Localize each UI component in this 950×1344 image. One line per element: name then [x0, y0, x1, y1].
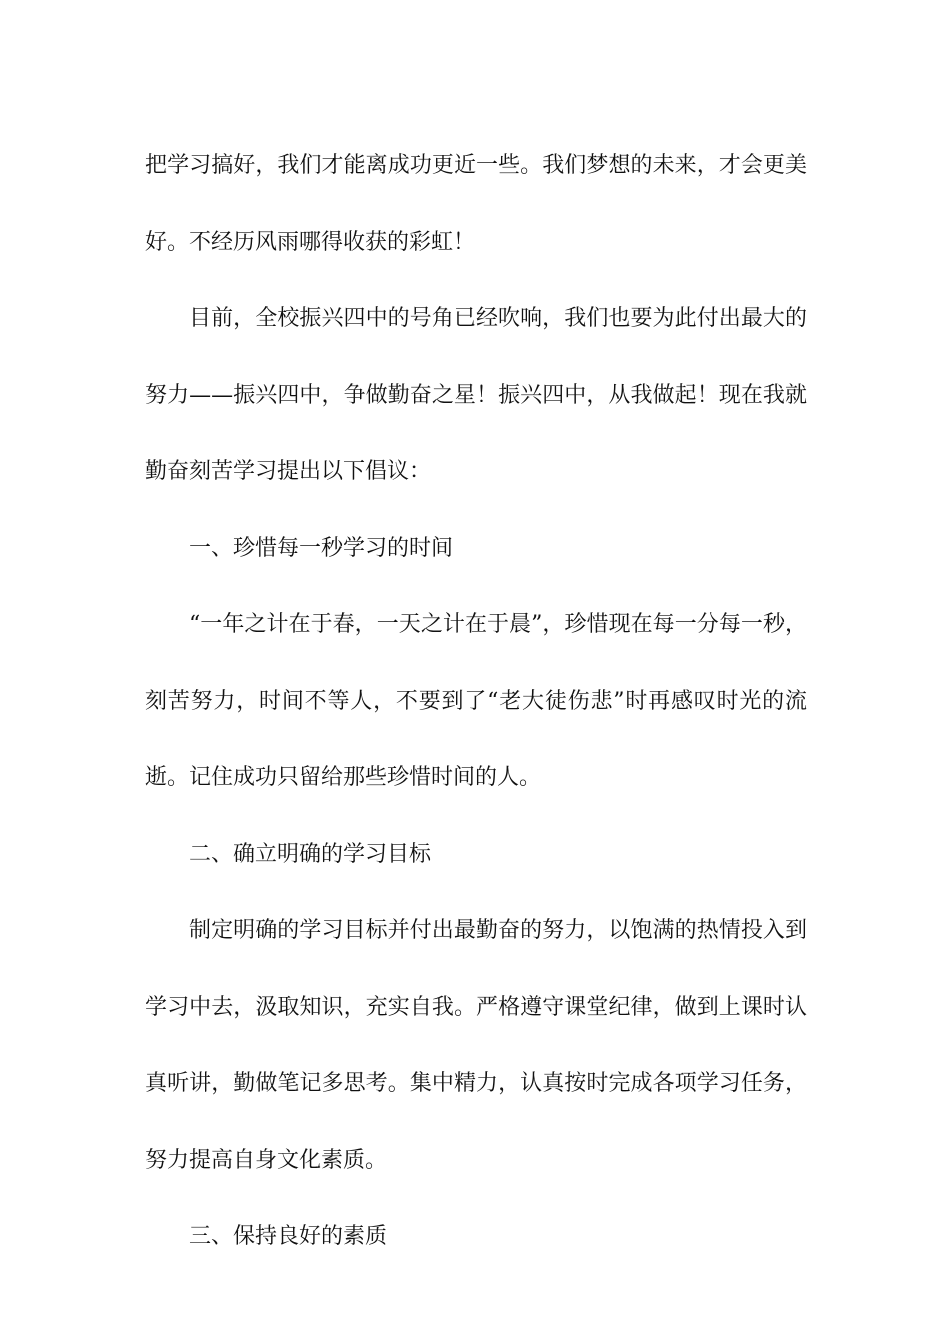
paragraph-intro: 目前，全校振兴四中的号角已经吹响，我们也要为此付出最大的努力——振兴四中，争做勤奋之星！振兴四中，从我做起！现在我就勤奋刻苦学习提出以下倡议： — [145, 306, 807, 484]
section-heading-2: 二、确立明确的学习目标 — [189, 841, 432, 867]
paragraph-section-2: 制定明确的学习目标并付出最勤奋的努力，以饱满的热情投入到学习中去，汲取知识，充实自我。严格遵守课堂纪律，做到上课时认真听讲，勤做笔记多思考。集中精力，认真按时完成各项学习任务，努力提高自身文化素质。 — [145, 918, 807, 1173]
paragraph-continuation: 把学习搞好，我们才能离成功更近一些。我们梦想的未来，才会更美好。不经历风雨哪得收获的彩虹！ — [145, 153, 807, 255]
section-heading-1: 一、珍惜每一秒学习的时间 — [189, 535, 454, 561]
section-heading-3: 三、保持良好的素质 — [189, 1224, 388, 1249]
paragraph-section-1: “一年之计在于春，一天之计在于晨”，珍惜现在每一分每一秒，刻苦努力，时间不等人，不要到了“老大徒伤悲”时再感叹时光的流逝。记住成功只留给那些珍惜时间的人。 — [145, 612, 807, 790]
document-body — [145, 128, 807, 1276]
